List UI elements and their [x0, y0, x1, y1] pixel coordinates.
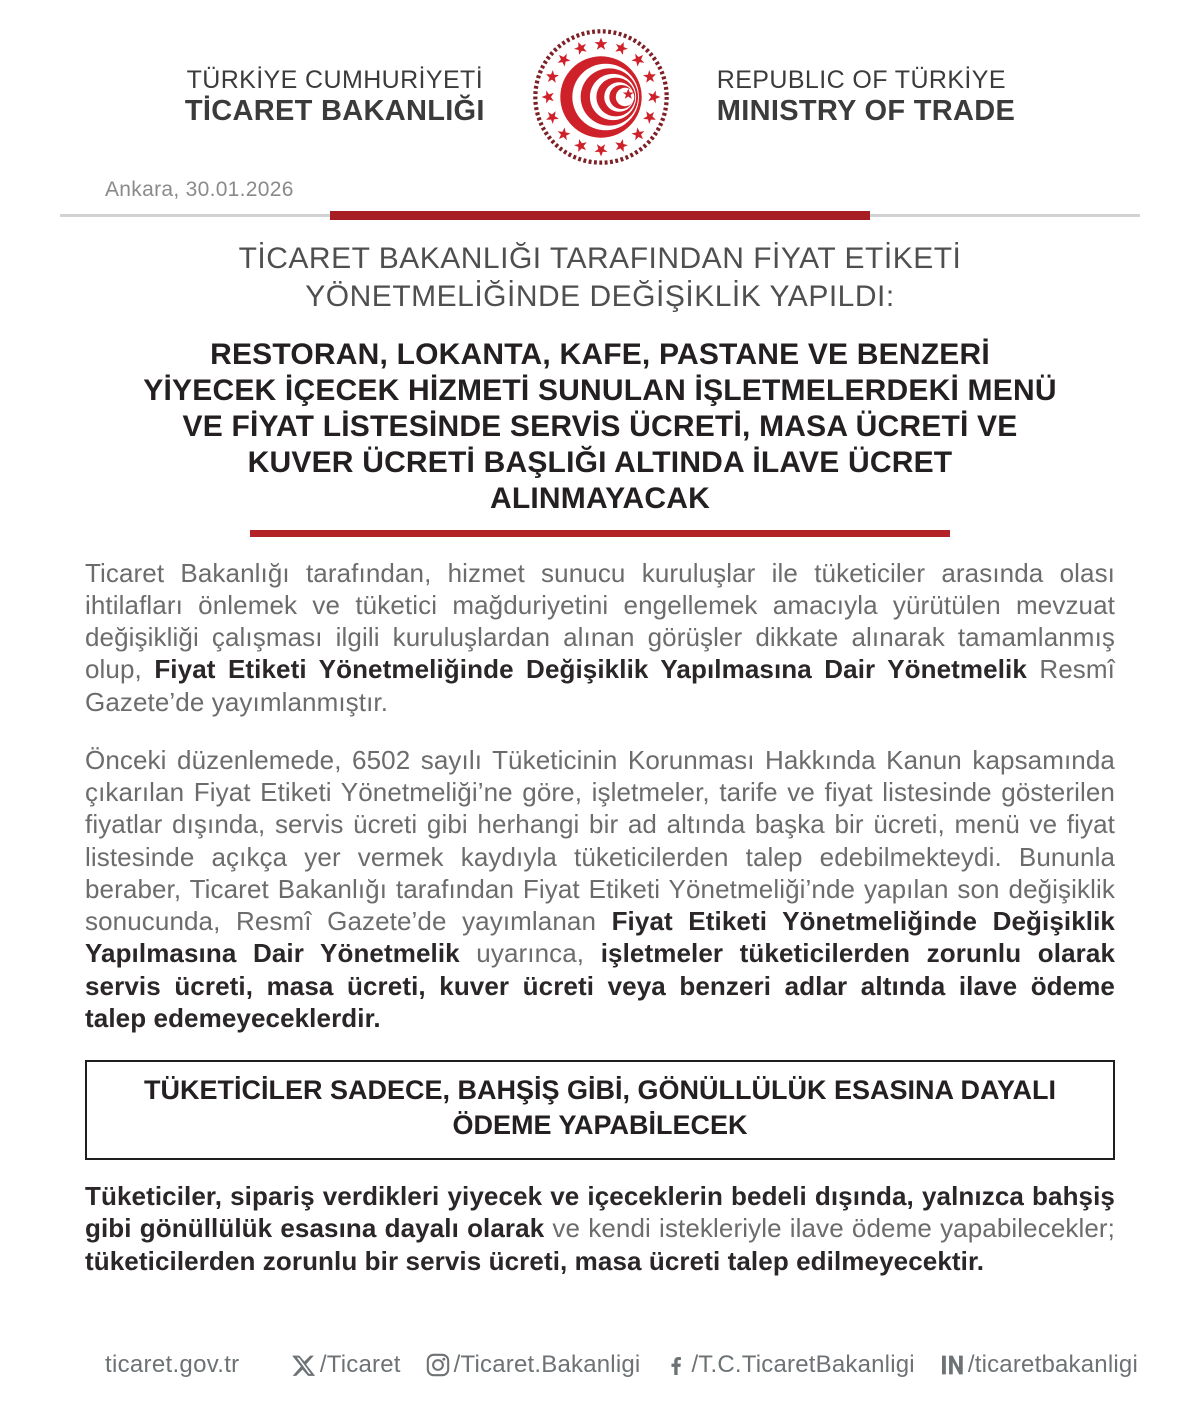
social-links: [292, 1351, 1138, 1379]
callout-box: TÜKETİCİLER SADECE, BAHŞİŞ GİBİ, GÖNÜLLÜLÜK ESASINA DAYALI ÖDEME YAPABİLECEK: [85, 1060, 1115, 1160]
social-handle: /Ticaret.Bakanligi: [453, 1351, 641, 1378]
facebook-icon: [664, 1352, 688, 1378]
instagram-icon: [425, 1352, 451, 1378]
paragraph-1: Ticaret Bakanlığı tarafından, hizmet sunucu kuruluşlar ile tüketiciler arasında olası ihtilafları önlemek ve tüketici mağduriyetini engellemek amacıyla yürütülen mevzuat değişikliği çalışması ilgili kuruluşlardan alınan görüşler dikkate alınarak tamamlanmış olup, Fiyat Etiketi Yönetmeliğinde Değişiklik Yapılmasına Dair Yönetmelik Resmî Gazete’de yayımlanmıştır.: [85, 557, 1115, 717]
social-handle: /ticaretbakanligi: [967, 1351, 1138, 1378]
social-handle: /T.C.TicaretBakanligi: [691, 1351, 915, 1378]
divider-red-bar: [330, 211, 870, 220]
nsosyal-icon: [939, 1352, 965, 1378]
paragraph-2: Önceki düzenlemede, 6502 sayılı Tüketicinin Korunması Hakkında Kanun kapsamında çıkarılan Fiyat Etiketi Yönetmeliği’ne göre, işletmeler, tarife ve fiyat listesinde gösterilen fiyatlar dışında, servis ücreti gibi herhangi bir ad altında başka bir ücreti, menü ve fiyat listesinde açıkça yer vermek kaydıyla tüketicilerden talep edebilmekteydi. Bununla beraber, Ticaret Bakanlığı tarafından Fiyat Etiketi Yönetmeliği’nde yapılan son değişiklik sonucunda, Resmî Gazete’de yayımlanan Fiyat Etiketi Yönetmeliğinde Değişiklik Yapılmasına Dair Yönetmelik uyarınca, işletmeler tüketicilerden zorunlu olarak servis ücreti, masa ücreti, kuver ücreti veya benzeri adlar altında ilave ödeme talep edemeyeceklerdir.: [85, 744, 1115, 1033]
social-link-instagram[interactable]: [425, 1351, 641, 1379]
org-tr-line1: TÜRKİYE CUMHURİYETİ: [186, 65, 484, 94]
press-release-page: [0, 22, 1200, 1407]
document-title: TİCARET BAKANLIĞI TARAFINDAN FİYAT ETİKETİ YÖNETMELİĞİNDE DEĞİŞİKLİK YAPILDI:: [238, 242, 962, 314]
social-handle: /Ticaret: [319, 1351, 401, 1378]
org-name-english: [717, 66, 1015, 129]
org-en-line1: REPUBLIC OF TÜRKİYE: [716, 65, 1006, 94]
body-continued: [85, 1180, 1115, 1277]
headline: RESTORAN, LOKANTA, KAFE, PASTANE VE BENZERİ YİYECEK İÇECEK HİZMETİ SUNULAN İŞLETMELERDEKİ MENÜ VE FİYAT LİSTESİNDE SERVİS ÜCRETİ, MASA ÜCRETİ VE KUVER ÜCRETİ BAŞLIĞI ALTINDA İLAVE ÜCRET ALINMAYACAK: [143, 337, 1057, 515]
org-en-line2: MINISTRY OF TRADE: [716, 94, 1016, 127]
body: [85, 557, 1115, 1034]
social-link-x[interactable]: [292, 1351, 401, 1379]
org-tr-line2: TİCARET BAKANLIĞI: [184, 94, 485, 127]
footer: [0, 1351, 1200, 1379]
headline-underline: [250, 530, 950, 537]
dateline: Ankara, 30.01.2026: [105, 178, 294, 201]
social-link-nsosyal[interactable]: [939, 1351, 1138, 1379]
website-link[interactable]: ticaret.gov.tr: [105, 1351, 240, 1378]
header-divider: [60, 211, 1140, 220]
x-icon: [292, 1353, 317, 1378]
social-link-facebook[interactable]: [664, 1351, 914, 1379]
org-name-turkish: [185, 66, 485, 129]
header: [0, 22, 1200, 172]
ministry-emblem-icon: [527, 23, 675, 171]
ministry-of-trade-logo: [527, 23, 675, 171]
paragraph-3: Tüketiciler, sipariş verdikleri yiyecek ve içeceklerin bedeli dışında, yalnızca bahşiş gibi gönüllülük esasına dayalı olarak ve kendi istekleriyle ilave ödeme yapabilecekler; tüketicilerden zorunlu bir servis ücreti, masa ücreti talep edilmeyecektir.: [85, 1181, 1115, 1276]
